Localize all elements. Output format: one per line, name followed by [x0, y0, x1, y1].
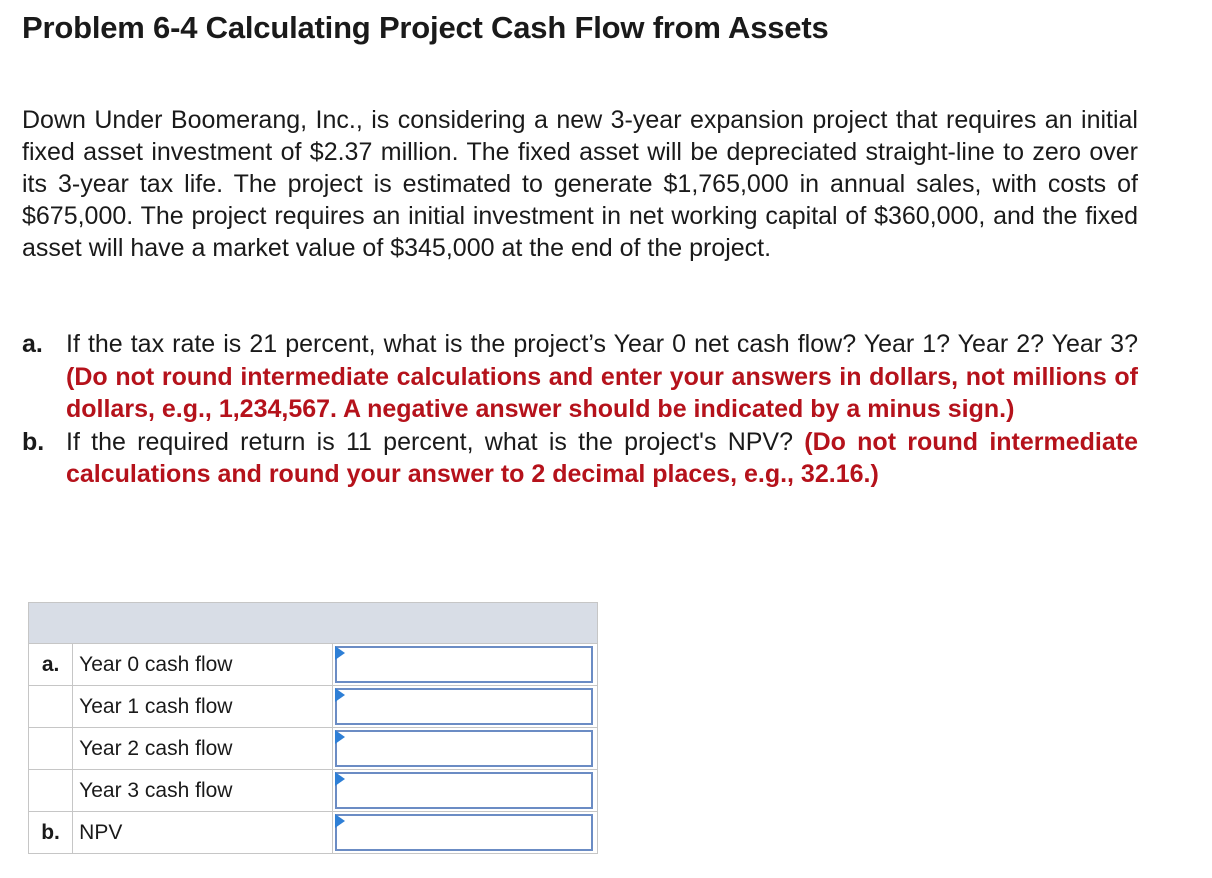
question-letter: b. — [22, 427, 45, 456]
problem-description: Down Under Boomerang, Inc., is considering a new 3-year expansion project that requires an initial fixed asset investment of $2.37 million. The fixed asset will be depreciated straight-line to zero over its 3-year tax life. The project is estimated to generate $1,765,000 in annual sales, with costs of $675,000. The project requires an initial investment in net working capital of $360,000, and the fixed asset will have a market value of $345,000 at the end of the project. — [22, 106, 1138, 262]
npv-cell — [333, 812, 598, 854]
question-letter: a. — [22, 330, 43, 358]
flag-marker-icon — [335, 730, 345, 744]
answer-table-header — [29, 603, 598, 644]
table-row — [29, 686, 598, 728]
row-letter — [29, 728, 73, 770]
year-3-cell — [333, 770, 598, 812]
flag-marker-icon — [335, 646, 345, 660]
problem-title: Problem 6-4 Calculating Project Cash Flow from Assets — [22, 10, 829, 45]
row-letter: a. — [29, 644, 73, 686]
year-3-cash-flow-input[interactable] — [335, 772, 593, 809]
year-2-cell — [333, 728, 598, 770]
year-1-cell — [333, 686, 598, 728]
table-row — [29, 770, 598, 812]
question-text: If the tax rate is 21 percent, what is the project’s Year 0 net cash flow? Year 1? Year 2? Year 3? — [66, 330, 1138, 358]
question-a — [22, 328, 1138, 426]
npv-input[interactable] — [335, 814, 593, 851]
table-row — [29, 644, 598, 686]
year-0-cash-flow-input[interactable] — [335, 646, 593, 683]
year-1-cash-flow-input[interactable] — [335, 688, 593, 725]
year-0-cell — [333, 644, 598, 686]
row-label: Year 2 cash flow — [73, 728, 333, 770]
table-row — [29, 812, 598, 854]
question-text: If the required return is 11 percent, what is the project's NPV? — [66, 427, 805, 456]
flag-marker-icon — [335, 688, 345, 702]
row-letter: b. — [29, 812, 73, 854]
year-2-cash-flow-input[interactable] — [335, 730, 593, 767]
flag-marker-icon — [335, 772, 345, 786]
row-letter — [29, 770, 73, 812]
row-label: NPV — [73, 812, 333, 854]
question-b — [22, 426, 1138, 491]
row-label: Year 1 cash flow — [73, 686, 333, 728]
answer-table — [28, 602, 598, 854]
question-list — [22, 328, 1138, 491]
row-label: Year 3 cash flow — [73, 770, 333, 812]
row-label: Year 0 cash flow — [73, 644, 333, 686]
flag-marker-icon — [335, 814, 345, 828]
header-cell — [29, 603, 598, 644]
table-row — [29, 728, 598, 770]
question-instruction: (Do not round intermediate calculations and round your answer to 2 decimal places, e.g., 32.16.) — [66, 427, 1138, 488]
row-letter — [29, 686, 73, 728]
question-instruction: (Do not round intermediate calculations and enter your answers in dollars, not millions of dollars, e.g., 1,234,567. A negative answer should be indicated by a minus sign.) — [66, 362, 1138, 423]
